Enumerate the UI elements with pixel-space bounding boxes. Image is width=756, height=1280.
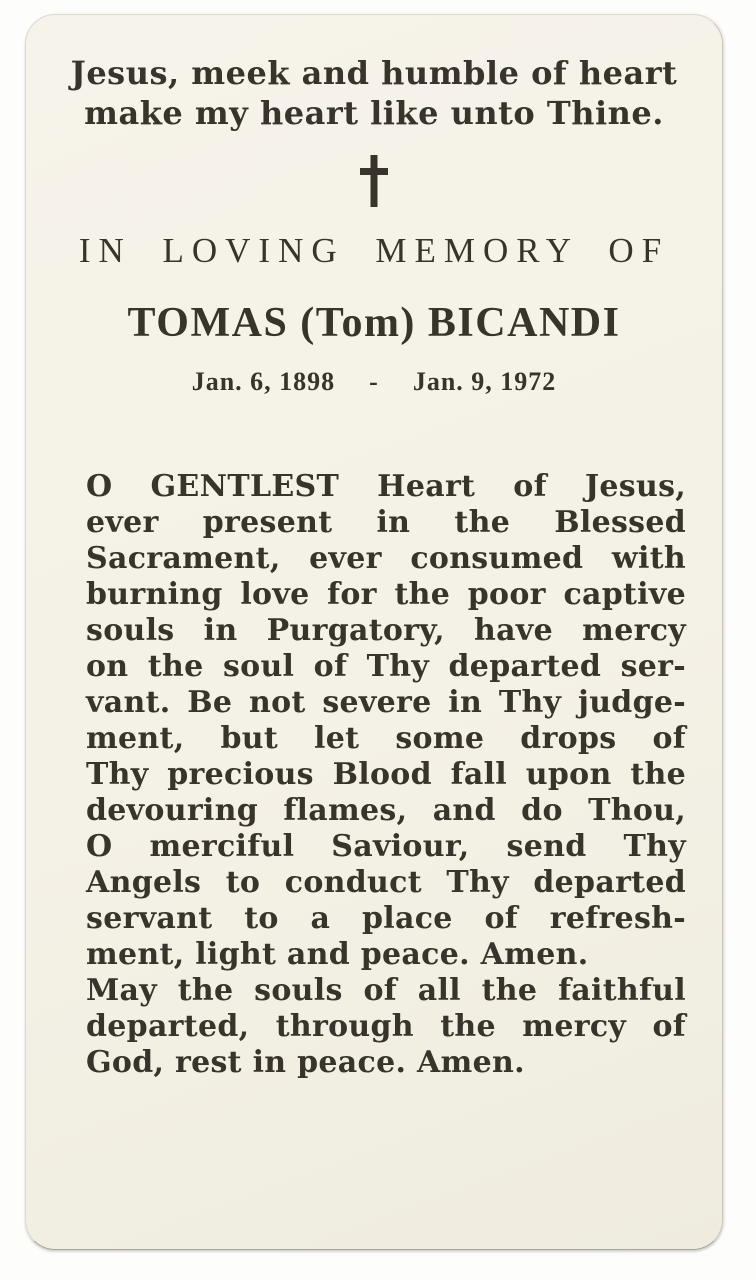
prayer-line: ever present in the Blessed bbox=[86, 505, 686, 540]
prayer-line: souls in Purgatory, have mercy bbox=[86, 613, 686, 648]
prayer-line: Sacrament, ever consumed with bbox=[86, 541, 686, 576]
deceased-name: TOMAS (Tom) BICANDI bbox=[127, 300, 621, 346]
prayer-line: on the soul of Thy departed ser- bbox=[86, 649, 686, 684]
memorial-card bbox=[25, 14, 723, 1250]
epigraph-line-2: make my heart like unto Thine. bbox=[84, 94, 664, 132]
prayer-line: God, rest in peace. Amen. bbox=[86, 1045, 525, 1080]
prayer-line: Thy precious Blood fall upon the bbox=[86, 757, 686, 792]
prayer-line: Angels to conduct Thy departed bbox=[86, 865, 686, 900]
death-date: Jan. 9, 1972 bbox=[412, 367, 557, 396]
life-dates bbox=[26, 367, 722, 397]
memorial-heading: IN LOVING MEMORY OF bbox=[78, 231, 670, 270]
prayer-line: servant to a place of refresh- bbox=[86, 901, 686, 936]
cross-icon bbox=[360, 155, 388, 207]
prayer-line: vant. Be not severe in Thy judge- bbox=[86, 685, 686, 720]
prayer-line: May the souls of all the faithful bbox=[86, 973, 686, 1008]
prayer-line: O GENTLEST Heart of Jesus, bbox=[86, 469, 686, 504]
prayer-line: devouring flames, and do Thou, bbox=[86, 793, 686, 828]
epigraph bbox=[56, 53, 692, 133]
prayer-line: ment, light and peace. Amen. bbox=[86, 937, 589, 972]
epigraph-line-1: Jesus, meek and humble of heart bbox=[70, 54, 678, 92]
prayer-line: departed, through the mercy of bbox=[86, 1009, 686, 1044]
date-separator: - bbox=[369, 367, 379, 396]
prayer-line: ment, but let some drops of bbox=[86, 721, 686, 756]
birth-date: Jan. 6, 1898 bbox=[191, 367, 336, 396]
prayer-text bbox=[86, 469, 686, 1081]
prayer-line: O merciful Saviour, send Thy bbox=[86, 829, 686, 864]
prayer-line: burning love for the poor captive bbox=[86, 577, 686, 612]
